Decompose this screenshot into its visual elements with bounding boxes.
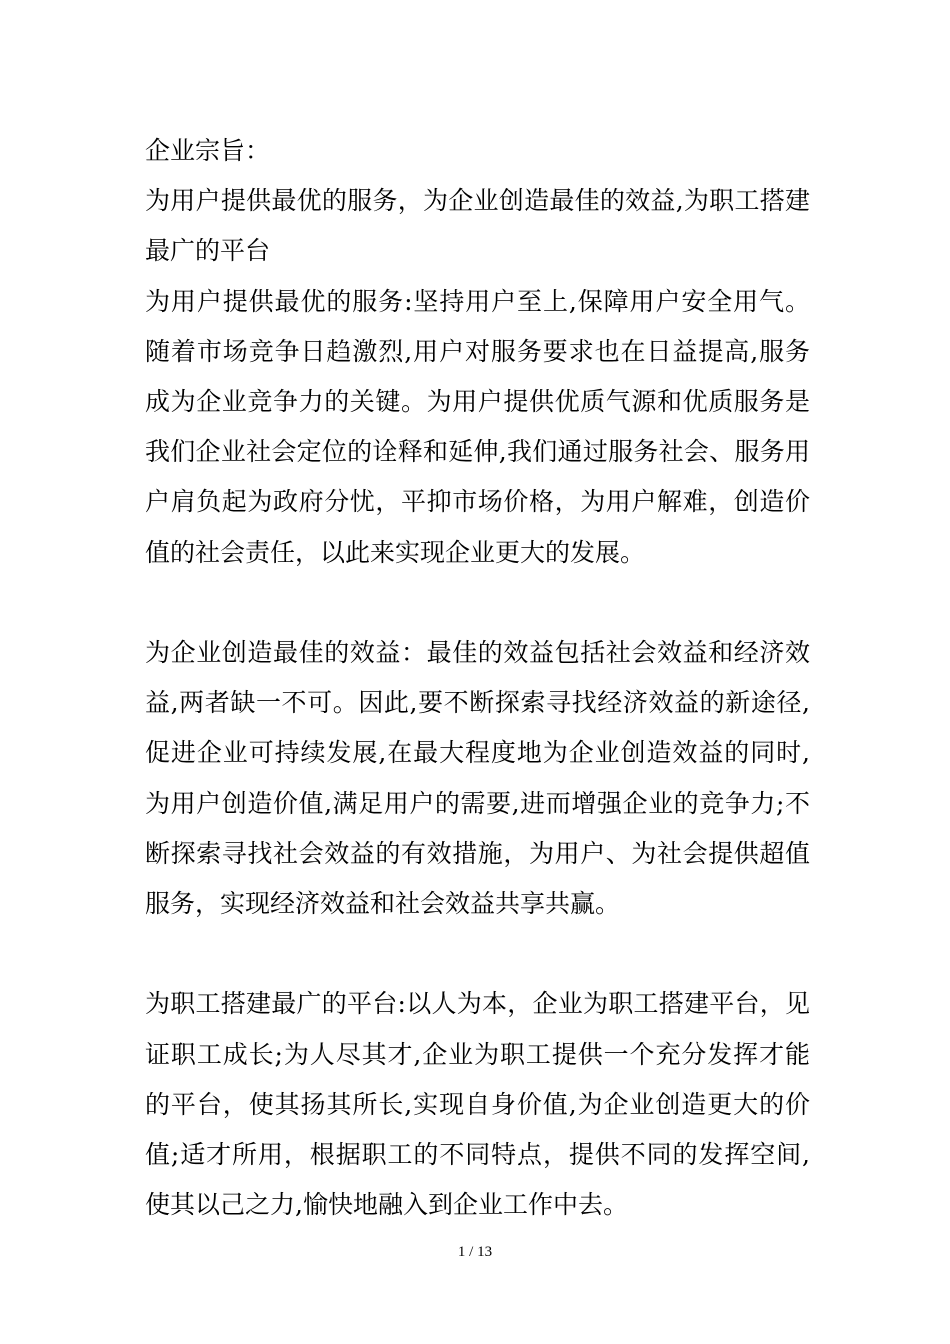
platform-paragraph: 为职工搭建最广的平台:以人为本，企业为职工搭建平台，见证职工成长;为人尽其才,企业为职工提供一个充分发挥才能的平台，使其扬其所长,实现自身价值,为企业创造更大的价值;适才所用，根据职工的不同特点，提供不同的发挥空间,使其以己之力,愉快地融入到企业工作中去。	[145, 989, 810, 1220]
benefit-paragraph: 为企业创造最佳的效益：最佳的效益包括社会效益和经济效益,两者缺一不可。因此,要不断探索寻找经济效益的新途径,促进企业可持续发展,在最大程度地为企业创造效益的同时,为用户创造价值,满足用户的需要,进而增强企业的竞争力;不断探索寻找社会效益的有效措施，为用户、为社会提供超值服务，实现经济效益和社会效益共享共赢。	[145, 638, 810, 919]
motto-paragraph: 为用户提供最优的服务，为企业创造最佳的效益,为职工搭建最广的平台	[145, 186, 810, 266]
paragraph-spacer	[145, 578, 810, 628]
heading: 企业宗旨：	[145, 136, 271, 165]
page-number: 1 / 13	[457, 1244, 493, 1260]
service-paragraph: 为用户提供最优的服务:坚持用户至上,保障用户安全用气。随着市场竞争日趋激烈,用户对服务要求也在日益提高,服务成为企业竞争力的关键。为用户提供优质气源和优质服务是我们企业社会定位的诠释和延伸,我们通过服务社会、服务用户肩负起为政府分忧，平抑市场价格，为用户解难，创造价值的社会责任，以此来实现企业更大的发展。	[145, 286, 810, 567]
document-body	[145, 126, 810, 1230]
paragraph-spacer	[145, 929, 810, 979]
